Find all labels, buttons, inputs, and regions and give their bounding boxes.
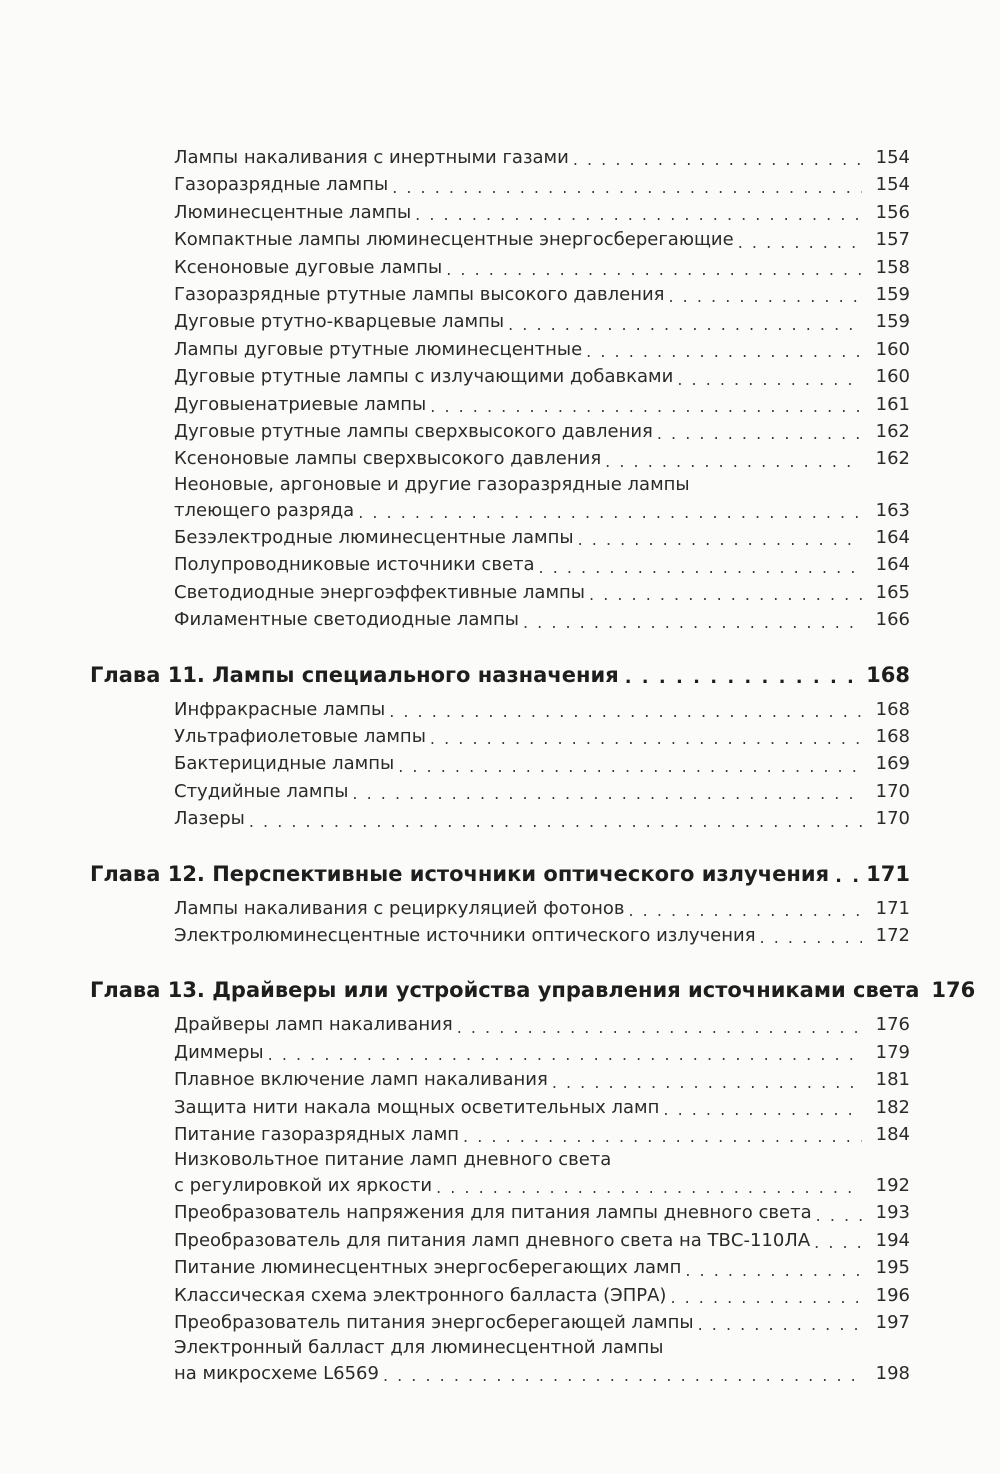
entry-title: Дуговые ртутные лампы сверхвысокого давления xyxy=(174,421,653,443)
entry-title: Люминесцентные лампы xyxy=(174,201,412,223)
leader-dots xyxy=(383,1365,862,1387)
entry-title: Преобразователь питания энергосберегающей лампы xyxy=(174,1312,694,1333)
chapter-heading[interactable] xyxy=(90,975,976,1005)
section-spacer xyxy=(90,833,910,845)
toc-entry[interactable] xyxy=(90,1336,910,1387)
leader-dots xyxy=(268,1044,862,1066)
entry-title: Ксеноновые лампы сверхвысокого давления xyxy=(174,448,602,470)
toc-entry[interactable] xyxy=(90,473,910,524)
leader-dots xyxy=(539,557,862,579)
toc-entry[interactable] xyxy=(90,445,910,472)
toc-entry[interactable] xyxy=(90,778,910,805)
entry-page-number: 161 xyxy=(875,393,910,415)
entry-page-number: 170 xyxy=(875,808,910,830)
leader-dots xyxy=(605,451,862,473)
leader-dots xyxy=(835,865,860,889)
entry-page-number: 168 xyxy=(875,725,910,747)
toc-entry[interactable] xyxy=(90,254,910,281)
chapter-title: Глава 11. Лампы специального назначения xyxy=(90,662,619,687)
leader-dots xyxy=(457,1017,862,1039)
leader-dots xyxy=(814,1232,862,1254)
entry-page-number: 196 xyxy=(875,1284,910,1306)
entry-title: Филаментные светодиодные лампы xyxy=(174,609,519,631)
toc-entry[interactable] xyxy=(90,1094,910,1121)
entry-title: Плавное включение ламп накаливания xyxy=(174,1069,548,1091)
entry-page-number: 157 xyxy=(875,229,910,251)
entry-title: Инфракрасные лампы xyxy=(174,698,386,720)
entry-title-line2-row xyxy=(174,1360,910,1387)
leader-dots xyxy=(352,783,862,805)
entry-page-number: 170 xyxy=(875,780,910,802)
entry-title-line1: Низковольтное питание ламп дневного света xyxy=(174,1149,612,1171)
leader-dots xyxy=(508,314,862,336)
toc-entry[interactable] xyxy=(90,281,910,308)
toc-entry[interactable] xyxy=(90,551,910,578)
toc-entry[interactable] xyxy=(90,308,910,335)
toc-entry[interactable] xyxy=(90,1199,910,1226)
chapter-heading[interactable] xyxy=(90,859,910,889)
leader-dots xyxy=(415,204,862,226)
entry-page-number: 194 xyxy=(875,1229,910,1251)
leader-dots xyxy=(677,369,862,391)
entry-page-number: 195 xyxy=(875,1257,910,1279)
leader-dots xyxy=(698,1314,862,1336)
leader-dots xyxy=(573,149,862,171)
toc-entry[interactable] xyxy=(90,1066,910,1093)
toc-entry[interactable] xyxy=(90,391,910,418)
section-spacer xyxy=(90,634,910,646)
toc-entry[interactable] xyxy=(90,199,910,226)
toc-entry[interactable] xyxy=(90,1254,910,1281)
entry-page-number: 158 xyxy=(875,256,910,278)
entry-title-line2: на микросхеме L6569 xyxy=(174,1363,379,1385)
entry-page-number: 168 xyxy=(875,698,910,720)
chapter-heading[interactable] xyxy=(90,660,910,690)
entry-page-number: 164 xyxy=(875,526,910,548)
entry-page-number: 197 xyxy=(875,1312,910,1333)
chapter-page-number: 176 xyxy=(931,978,976,1003)
leader-dots xyxy=(358,502,862,524)
toc-entry[interactable] xyxy=(90,696,910,723)
toc-entry[interactable] xyxy=(90,418,910,445)
entry-page-number: 162 xyxy=(875,421,910,443)
entry-title-line1: Неоновые, аргоновые и другие газоразрядные лампы xyxy=(174,473,690,495)
toc-entry[interactable] xyxy=(90,524,910,551)
entry-page-number: 176 xyxy=(875,1014,910,1036)
chapter-page-number: 171 xyxy=(866,861,910,886)
entry-title-line1: Электронный балласт для люминесцентной лампы xyxy=(174,1337,664,1359)
toc-entry[interactable] xyxy=(90,226,910,253)
toc-entry[interactable] xyxy=(90,144,910,171)
leader-dots xyxy=(578,529,862,551)
toc-entry[interactable] xyxy=(90,336,910,363)
entry-page-number: 165 xyxy=(875,581,910,603)
toc-entry[interactable] xyxy=(90,922,910,949)
entry-title: Преобразователь для питания ламп дневного света на ТВС-110ЛА xyxy=(174,1229,811,1251)
toc-entry[interactable] xyxy=(90,1121,910,1148)
entry-title: Диммеры xyxy=(174,1041,264,1063)
leader-dots xyxy=(685,1260,862,1282)
toc-entry[interactable] xyxy=(90,579,910,606)
leader-dots xyxy=(463,1126,862,1148)
toc-entry[interactable] xyxy=(90,1227,910,1254)
entry-page-number: 163 xyxy=(875,499,910,521)
entry-title: Светодиодные энергоэффективные лампы xyxy=(174,581,586,603)
toc-entry[interactable] xyxy=(90,1282,910,1309)
entry-title: Компактные лампы люминесцентные энергосберегающие xyxy=(174,229,734,251)
leader-dots xyxy=(249,811,862,833)
chapter-page-number: 168 xyxy=(866,662,910,687)
entry-title: Классическая схема электронного балласта (ЭПРА) xyxy=(174,1284,667,1306)
toc-entry[interactable] xyxy=(90,805,910,832)
entry-title: Студийные лампы xyxy=(174,780,349,802)
entry-title: Питание люминесцентных энергосберегающих ламп xyxy=(174,1257,682,1279)
entry-title: Газоразрядные ртутные лампы высокого давления xyxy=(174,284,665,306)
entry-title: Безэлектродные люминесцентные лампы xyxy=(174,526,574,548)
entry-page-number: 166 xyxy=(875,609,910,631)
entry-title: Питание газоразрядных ламп xyxy=(174,1123,460,1145)
entry-page-number: 156 xyxy=(875,201,910,223)
entry-title: Лазеры xyxy=(174,808,245,830)
entry-title: Лампы дуговые ртутные люминесцентные xyxy=(174,338,583,360)
entry-page-number: 160 xyxy=(875,338,910,360)
entry-title: Бактерицидные лампы xyxy=(174,753,395,775)
leader-dots xyxy=(398,756,862,778)
chapter-title: Глава 13. Драйверы или устройства управления источниками света xyxy=(90,978,920,1003)
leader-dots xyxy=(669,286,863,308)
toc-entry[interactable] xyxy=(90,750,910,777)
leader-dots xyxy=(657,423,862,445)
entry-page-number: 169 xyxy=(875,753,910,775)
entry-title: Ксеноновые дуговые лампы xyxy=(174,256,443,278)
entry-page-number: 171 xyxy=(875,897,910,919)
entry-title: Газоразрядные лампы xyxy=(174,174,389,196)
entry-page-number: 179 xyxy=(875,1041,910,1063)
entry-page-number: 159 xyxy=(875,284,910,306)
entry-page-number: 184 xyxy=(875,1123,910,1145)
leader-dots xyxy=(816,1205,862,1227)
entry-page-number: 172 xyxy=(875,924,910,946)
chapter-title: Глава 12. Перспективные источники оптического излучения xyxy=(90,861,830,886)
entry-title: Электролюминесцентные источники оптического излучения xyxy=(174,924,756,946)
leader-dots xyxy=(589,584,862,606)
leader-dots xyxy=(552,1072,862,1094)
entry-title: Дуговые ртутные лампы с излучающими добавками xyxy=(174,366,674,388)
toc-entry[interactable] xyxy=(90,1039,910,1066)
entry-title: Преобразователь напряжения для питания лампы дневного света xyxy=(174,1202,812,1224)
entry-page-number: 182 xyxy=(875,1096,910,1118)
entry-title-line2: с регулировкой их яркости xyxy=(174,1175,433,1197)
toc-entry[interactable] xyxy=(90,1011,910,1038)
leader-dots xyxy=(663,1099,862,1121)
entry-page-number: 181 xyxy=(875,1069,910,1091)
entry-page-number: 162 xyxy=(875,448,910,470)
entry-title: Дуговые ртутно-кварцевые лампы xyxy=(174,311,505,333)
leader-dots xyxy=(625,666,860,690)
toc-entry[interactable] xyxy=(90,895,910,922)
entry-title: Защита нити накала мощных осветительных ламп xyxy=(174,1096,660,1118)
entry-title: Лампы накаливания с инертными газами xyxy=(174,147,569,168)
toc-entry[interactable] xyxy=(90,171,910,198)
entry-page-number: 192 xyxy=(875,1175,910,1197)
section-spacer xyxy=(90,949,910,961)
entry-title-line2-row xyxy=(174,1172,910,1199)
leader-dots xyxy=(389,701,862,723)
entry-page-number: 159 xyxy=(875,311,910,333)
entry-page-number: 160 xyxy=(875,366,910,388)
leader-dots xyxy=(670,1287,862,1309)
leader-dots xyxy=(523,612,862,634)
leader-dots xyxy=(430,396,862,418)
entry-page-number: 193 xyxy=(875,1202,910,1224)
entry-title: Дуговыенатриевые лампы xyxy=(174,393,427,415)
entry-page-number: 164 xyxy=(875,554,910,576)
leader-dots xyxy=(760,927,862,949)
toc-entry[interactable] xyxy=(90,363,910,390)
leader-dots xyxy=(629,900,863,922)
table-of-contents xyxy=(90,144,976,1387)
entry-page-number: 154 xyxy=(875,174,910,196)
toc-entry[interactable] xyxy=(90,1309,910,1336)
entry-title-line2: тлеющего разряда xyxy=(174,499,355,521)
leader-dots xyxy=(738,232,862,254)
toc-entry[interactable] xyxy=(90,1148,910,1199)
entry-title: Ультрафиолетовые лампы xyxy=(174,725,426,747)
entry-title: Полупроводниковые источники света xyxy=(174,554,535,576)
entry-page-number: 198 xyxy=(875,1363,910,1385)
leader-dots xyxy=(392,177,862,199)
entry-title-line2-row xyxy=(174,497,910,524)
toc-entry[interactable] xyxy=(90,606,910,633)
entry-page-number: 154 xyxy=(875,147,910,168)
toc-entry[interactable] xyxy=(90,723,910,750)
entry-title: Драйверы ламп накаливания xyxy=(174,1014,453,1036)
leader-dots xyxy=(446,259,862,281)
leader-dots xyxy=(436,1177,862,1199)
entry-title: Лампы накаливания с рециркуляцией фотонов xyxy=(174,897,625,919)
leader-dots xyxy=(430,728,862,750)
leader-dots xyxy=(586,341,862,363)
